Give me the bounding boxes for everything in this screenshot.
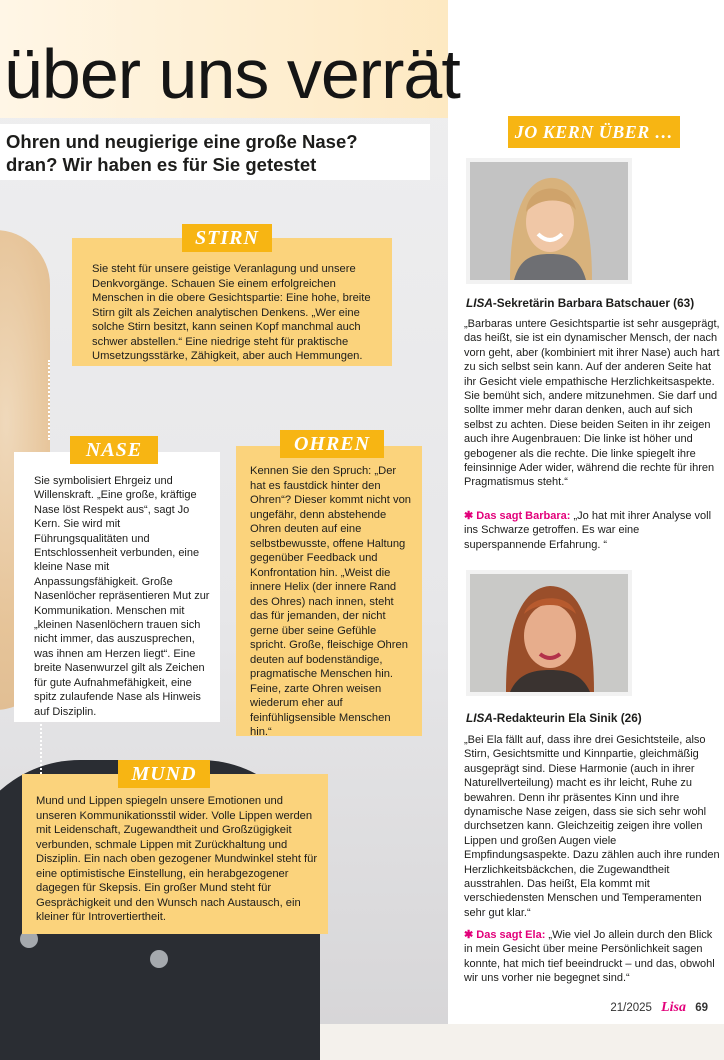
subheadline [0,124,430,180]
portrait-ela-illustration [470,574,628,692]
said-barbara [464,509,722,552]
quote-ela: „Bei Ela fällt auf, dass ihre drei Gesichtsteile, also Stirn, Gesichtsmitte und Kinnpartie, gleichmäßig ausgeprägt sind. Diese Harmonie (auch in ihrer Naturellverteilung) macht es ihr leicht, Ruhe zu bewahren. Denn ihr präsentes Kinn und ihre dynamische Nase zeigen, dass sie sich sehr wohl durchsetzen kann. Gleichzeitig zeigen ihre vollen Lippen und großen Augen viele Empfindungsaspekte. Dazu zählen auch ihre runden Herzlichkeitsbäckchen, die Zugewandtheit ausstrahlen. Das heißt, Ela kommt mit verschiedensten Menschen und Temperamenten sehr gut klar.“ [464,734,720,919]
caption-ela [466,711,642,725]
portrait-ela [466,570,632,696]
caption-barbara-text: -Sekretärin Barbara Batschauer (63) [492,296,695,310]
page-footer [610,1000,708,1016]
caption-barbara [466,296,694,310]
caption-barbara-brand: LISA [466,296,493,310]
magazine-logo: Lisa [661,1000,686,1015]
said-ela [464,928,722,986]
page-number: 69 [695,1002,708,1014]
said-ela-label: ✱ Das sagt Ela: [464,929,546,941]
portrait-barbara-illustration [470,162,628,280]
ohren-label: OHREN [280,430,384,458]
stirn-label: STIRN [182,224,272,252]
dotted-line-nose [48,360,50,440]
issue-number: 21/2025 [610,1002,652,1014]
said-ela-text: „Wie viel Jo allein durch den Blick in mein Gesicht über meine Persönlichkeit sagen konnte, hat mich tief beeindruckt – und das, obwohl wir uns vorher nie begegnet sind.“ [464,929,715,985]
caption-ela-text: -Redakteurin Ela Sinik (26) [492,711,642,725]
page-headline: über uns verrät [4,35,460,113]
said-barbara-label: ✱ Das sagt Barbara: [464,510,571,522]
stirn-textbox: Sie steht für unsere geistige Veranlagung und unsere Denkvorgänge. Schauen Sie einem erfolgreichen Menschen in die obere Gesichtspartie: Eine hohe, breite Stirn gilt als Zeichen analytischen Denkens. „Wer eine solche Stirn besitzt, kann seinen Kopf manchmal auch schwer abstellen.“ Eine niedrige steht für praktische Umsetzungsstärke, Zähigkeit, aber auch Hemmungen. [72,238,392,366]
subheadline-line-1: Ohren und neugierige eine große Nase? [6,131,358,152]
jo-kern-label: JO KERN ÜBER … [508,116,680,148]
caption-ela-brand: LISA [466,711,493,725]
mund-textbox: Mund und Lippen spiegeln unsere Emotionen und unseren Kommunikationsstil wider. Volle Lippen werden mit Leidenschaft, Zugewandtheit und Großzügigkeit verbunden, schmale Lippen mit Zurückhaltung und Disziplin. Ein nach oben gezogener Mundwinkel steht für eine optimistische Einstellung, ein herabgezogener dagegen für Skepsis. Ein großer Mund steht für Gesprächigkeit und den Wunsch nach Austausch, ein kleiner für Introvertiertheit. [22,774,328,934]
nase-textbox: Sie symbolisiert Ehrgeiz und Willenskraft. „Eine große, kräftige Nase löst Respekt aus“, sagt Jo Kern. Sie wird mit Führungsqualitäten und Entschlossenheit verbunden, eine kleine Nase mit Anpassungsfähigkeit. Große Nasenlöcher repräsentieren Mut zur Kommunikation. Menschen mit „kleinen Nasenlöchern trauen sich nicht immer, das auszusprechen, was ihnen am Herzen liegt“. Eine breite Nasenwurzel gilt als Zeichen für gute Aufnahmefähigkeit, eine spitz zulaufende Nase als Hinweis auf Disziplin. [14,452,220,722]
nase-label: NASE [70,436,158,464]
dotted-line-mouth [40,724,42,774]
quote-barbara: „Barbaras untere Gesichtspartie ist sehr ausgeprägt, das heißt, sie ist ein dynamischer Mensch, der nach vorn geht, aber (kombiniert mit ihrer Nase) auch hart zu sich selbst sein kann. Auf der anderen Seite hat ihr Gesicht viele empathische Herzlichkeitsaspekte. Sie bemüht sich, andere mitzunehmen. Sie darf und sollte immer mehr daran denken, auch auf sich selbst zu achten. Diese beiden Seiten in ihr zeigen auch ihre Augenbrauen: Die linke ist höher und gebogener als die rechte. Die linke spiegelt ihre feinsinnige Ader wider, während die rechte für ihren Pragmatismus steht.“ [464,318,720,489]
portrait-barbara [466,158,632,284]
mund-label: MUND [118,760,210,788]
ohren-textbox: Kennen Sie den Spruch: „Der hat es faustdick hinter den Ohren“? Dieser kommt nicht von ungefähr, denn abstehende Ohren deuten auf eine selbstbewusste, offene Haltung gegenüber Feedback und Konfrontation hin. „Weist die innere Helix (der innere Rand des Ohres) nach innen, steht das für jemanden, der nicht gerne über seine Gefühle spricht. Große, fleischige Ohren deuten auf bodenständige, pragmatische Menschen hin. Feine, zarte Ohren weisen wiederum eher auf feinfühligsensible Menschen hin.“ [236,446,422,736]
said-barbara-text: „Jo hat mit ihrer Analyse voll ins Schwarze getroffen. Es war eine superspannende Erfahrung. “ [464,510,712,551]
subheadline-line-2: dran? Wir haben es für Sie getestet [6,154,317,175]
